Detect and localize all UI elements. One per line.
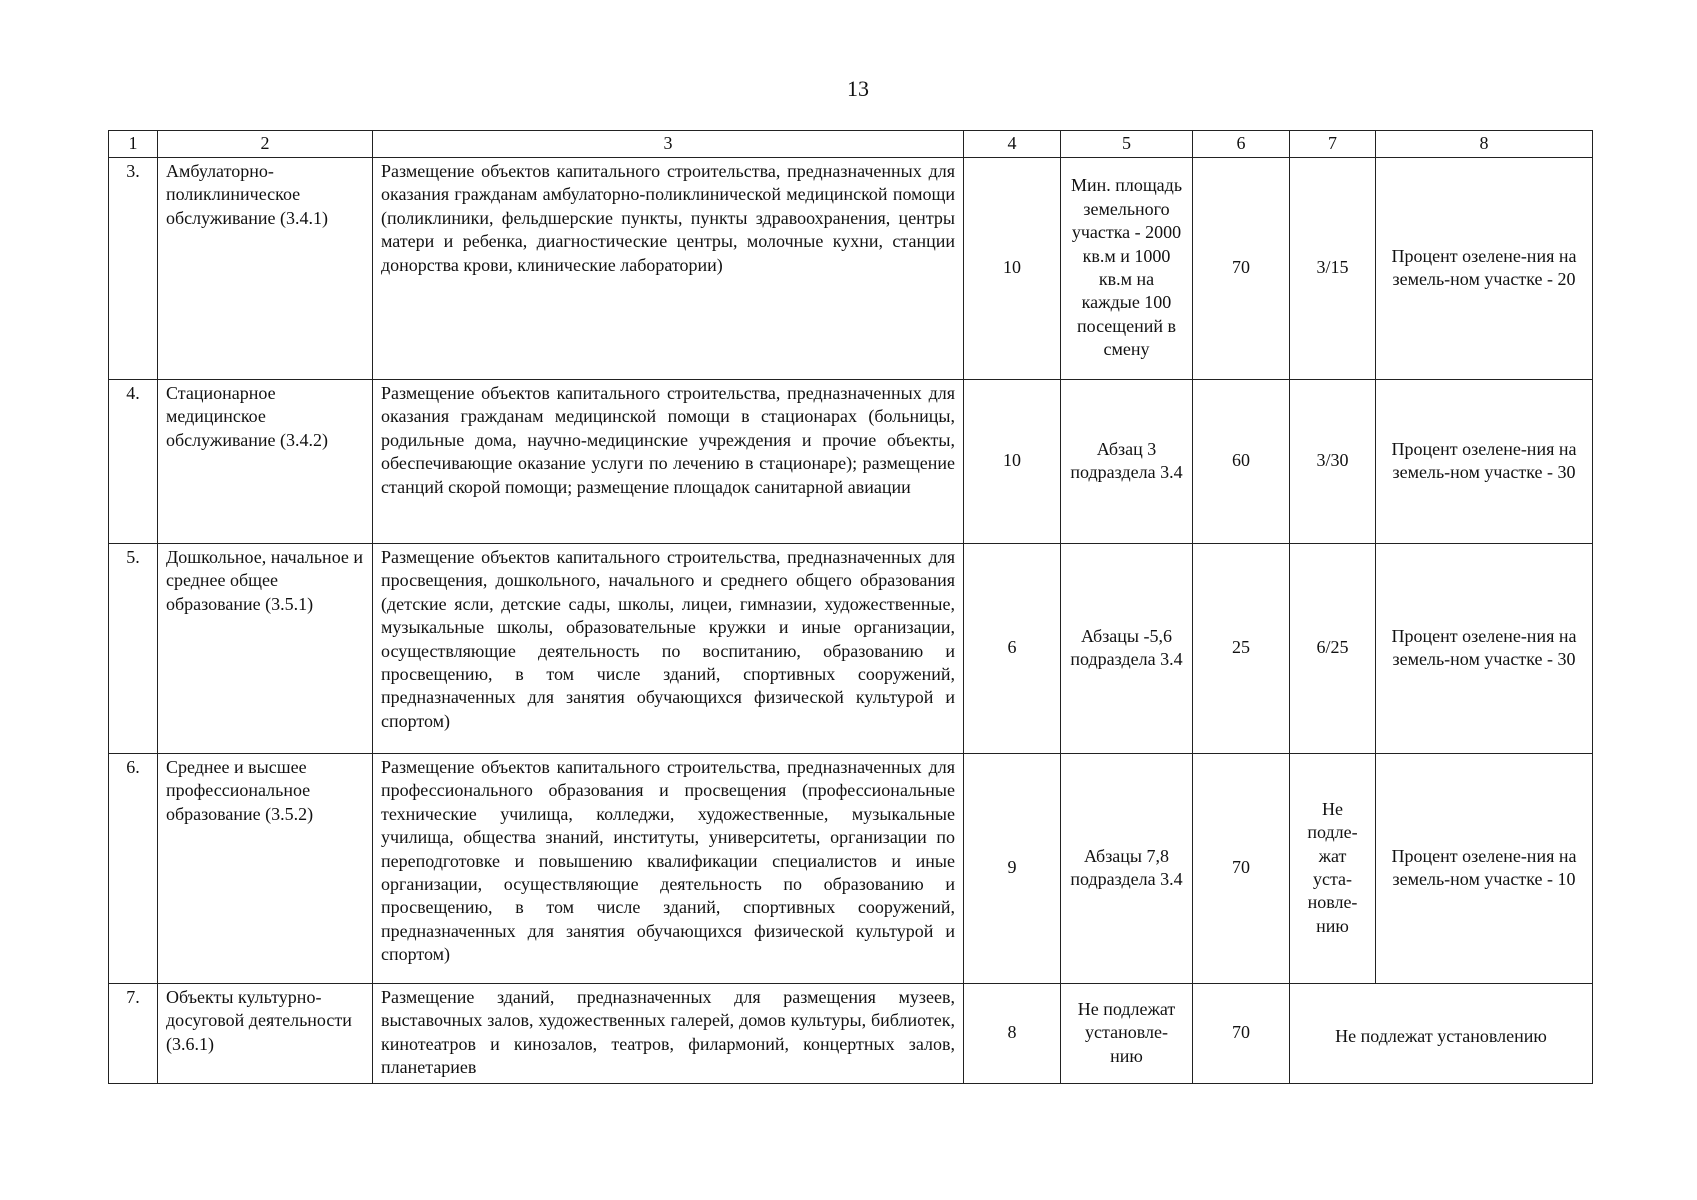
header-cell: 3: [373, 131, 964, 158]
coverage-value: 25: [1193, 544, 1290, 754]
row-number: 7.: [109, 984, 158, 1084]
greening-note: Процент озелене-ния на земель-ном участке - 20: [1376, 158, 1593, 380]
floors-value: 8: [964, 984, 1061, 1084]
plot-size-value: Абзацы -5,6 подраздела 3.4: [1061, 544, 1193, 754]
coverage-value: 70: [1193, 754, 1290, 984]
setback-value: 3/15: [1290, 158, 1376, 380]
greening-note: Процент озелене-ния на земель-ном участке - 10: [1376, 754, 1593, 984]
table-row: [109, 380, 1593, 544]
land-use-type: Среднее и высшее профессиональное образование (3.5.2): [158, 754, 373, 984]
table-row: [109, 754, 1593, 984]
row-number: 5.: [109, 544, 158, 754]
floors-value: 9: [964, 754, 1061, 984]
header-cell: 7: [1290, 131, 1376, 158]
land-use-description: Размещение объектов капитального строительства, предназначенных для оказания гражданам амбулаторно-поликлинической медицинской помощи (поликлиники, фельдшерские пункты, пункты здравоохранения, центры матери и ребенка, диагностические центры, молочные кухни, станции донорства крови, клинические лаборатории): [373, 158, 964, 380]
floors-value: 6: [964, 544, 1061, 754]
table-row: [109, 158, 1593, 380]
row-number: 4.: [109, 380, 158, 544]
header-cell: 1: [109, 131, 158, 158]
land-use-type: Дошкольное, начальное и среднее общее образование (3.5.1): [158, 544, 373, 754]
setback-value: 3/30: [1290, 380, 1376, 544]
plot-size-value: Абзац 3 подраздела 3.4: [1061, 380, 1193, 544]
setback-value: 6/25: [1290, 544, 1376, 754]
regulations-table: [108, 130, 1593, 1084]
coverage-value: 70: [1193, 984, 1290, 1084]
greening-note: Процент озелене-ния на земель-ном участке - 30: [1376, 544, 1593, 754]
setback-value: Не подле-жат уста-новле-нию: [1290, 754, 1376, 984]
header-cell: 4: [964, 131, 1061, 158]
header-row: [109, 131, 1593, 158]
land-use-description: Размещение объектов капитального строительства, предназначенных для просвещения, дошкольного, начального и среднего общего образования (детские ясли, детские сады, школы, лицеи, гимназии, художественные, музыкальные школы, образовательные кружки и иные организации, осуществляющие деятельность по воспитанию, образованию и просвещению, в том числе зданий, спортивных сооружений, предназначенных для занятия обучающихся физической культурой и спортом): [373, 544, 964, 754]
coverage-value: 60: [1193, 380, 1290, 544]
page-number: 13: [847, 76, 869, 101]
land-use-description: Размещение объектов капитального строительства, предназначенных для профессионального образования и просвещения (профессиональные технические училища, колледжи, художественные, музыкальные училища, общества знаний, институты, университеты, организации по переподготовке и повышению квалификации специалистов и иные организации, осуществляющие деятельность по образованию и просвещению, в том числе зданий, спортивных сооружений, предназначенных для занятия обучающихся физической культурой и спортом): [373, 754, 964, 984]
header-cell: 6: [1193, 131, 1290, 158]
land-use-type: Стационарное медицинское обслуживание (3.4.2): [158, 380, 373, 544]
floors-value: 10: [964, 380, 1061, 544]
land-use-type: Объекты культурно-досуговой деятельности (3.6.1): [158, 984, 373, 1084]
land-use-description: Размещение объектов капитального строительства, предназначенных для оказания гражданам медицинской помощи в стационарах (больницы, родильные дома, научно-медицинские учреждения и прочие объекты, обеспечивающие оказание услуги по лечению в стационаре); размещение станций скорой помощи; размещение площадок санитарной авиации: [373, 380, 964, 544]
plot-size-value: Не подлежат установле-нию: [1061, 984, 1193, 1084]
greening-note: Процент озелене-ния на земель-ном участке - 30: [1376, 380, 1593, 544]
table-row: [109, 544, 1593, 754]
setback-and-greening-note: Не подлежат установлению: [1290, 984, 1593, 1084]
land-use-type: Амбулаторно-поликлиническое обслуживание (3.4.1): [158, 158, 373, 380]
plot-size-value: Мин. площадь земельного участка - 2000 кв.м и 1000 кв.м на каждые 100 посещений в смену: [1061, 158, 1193, 380]
plot-size-value: Абзацы 7,8 подраздела 3.4: [1061, 754, 1193, 984]
header-cell: 2: [158, 131, 373, 158]
row-number: 6.: [109, 754, 158, 984]
coverage-value: 70: [1193, 158, 1290, 380]
row-number: 3.: [109, 158, 158, 380]
header-cell: 5: [1061, 131, 1193, 158]
floors-value: 10: [964, 158, 1061, 380]
header-cell: 8: [1376, 131, 1593, 158]
table-row: [109, 984, 1593, 1084]
land-use-description: Размещение зданий, предназначенных для размещения музеев, выставочных залов, художественных галерей, домов культуры, библиотек, кинотеатров и кинозалов, театров, филармоний, концертных залов, планетариев: [373, 984, 964, 1084]
